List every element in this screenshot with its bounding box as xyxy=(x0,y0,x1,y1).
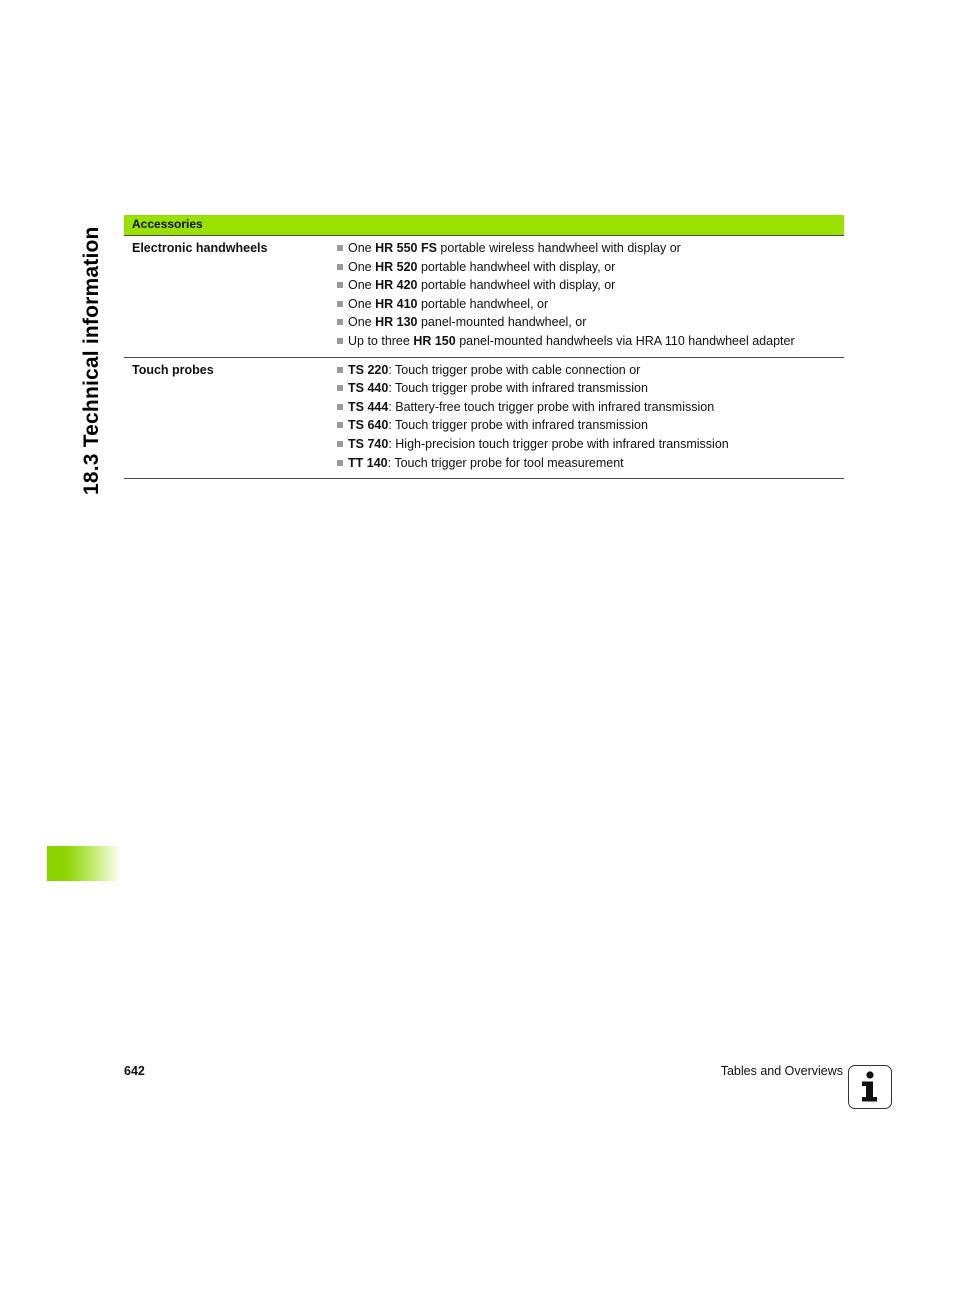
page-number: 642 xyxy=(124,1064,145,1078)
bullet-icon xyxy=(337,441,343,447)
bullet-icon xyxy=(337,460,343,466)
chapter-tab-marker xyxy=(47,846,121,881)
list-item: TS 220: Touch trigger probe with cable connection or xyxy=(336,361,844,380)
bullet-icon xyxy=(337,422,343,428)
chapter-title: Tables and Overviews xyxy=(720,1064,843,1078)
list-item: TS 640: Touch trigger probe with infrared transmission xyxy=(336,416,844,435)
item-list xyxy=(336,361,844,473)
list-item: TS 440: Touch trigger probe with infrared transmission xyxy=(336,379,844,398)
info-icon xyxy=(848,1065,892,1109)
bullet-icon xyxy=(337,338,343,344)
list-item: One HR 520 portable handwheel with display, or xyxy=(336,258,844,277)
table-row-touch-probes xyxy=(124,358,844,480)
list-item: TS 444: Battery-free touch trigger probe with infrared transmission xyxy=(336,398,844,417)
bullet-icon xyxy=(337,245,343,251)
list-item: One HR 550 FS portable wireless handwheel with display or xyxy=(336,239,844,258)
list-item: TT 140: Touch trigger probe for tool measurement xyxy=(336,454,844,473)
bullet-icon xyxy=(337,282,343,288)
table-header: Accessories xyxy=(124,215,844,236)
bullet-icon xyxy=(337,301,343,307)
row-label: Touch probes xyxy=(132,362,214,377)
table-row-handwheels xyxy=(124,236,844,358)
list-item: One HR 130 panel-mounted handwheel, or xyxy=(336,313,844,332)
bullet-icon xyxy=(337,385,343,391)
list-item: One HR 410 portable handwheel, or xyxy=(336,295,844,314)
bullet-icon xyxy=(337,319,343,325)
bullet-icon xyxy=(337,404,343,410)
bullet-icon xyxy=(337,367,343,373)
row-label: Electronic handwheels xyxy=(132,241,268,255)
list-item: Up to three HR 150 panel-mounted handwheels via HRA 110 handwheel adapter xyxy=(336,332,844,351)
section-title-vertical xyxy=(76,215,108,495)
accessories-table xyxy=(124,215,844,479)
section-title: 18.3 Technical information xyxy=(80,226,103,495)
item-list xyxy=(336,239,844,351)
list-item: TS 740: High-precision touch trigger probe with infrared transmission xyxy=(336,435,844,454)
bullet-icon xyxy=(337,264,343,270)
list-item: One HR 420 portable handwheel with display, or xyxy=(336,276,844,295)
